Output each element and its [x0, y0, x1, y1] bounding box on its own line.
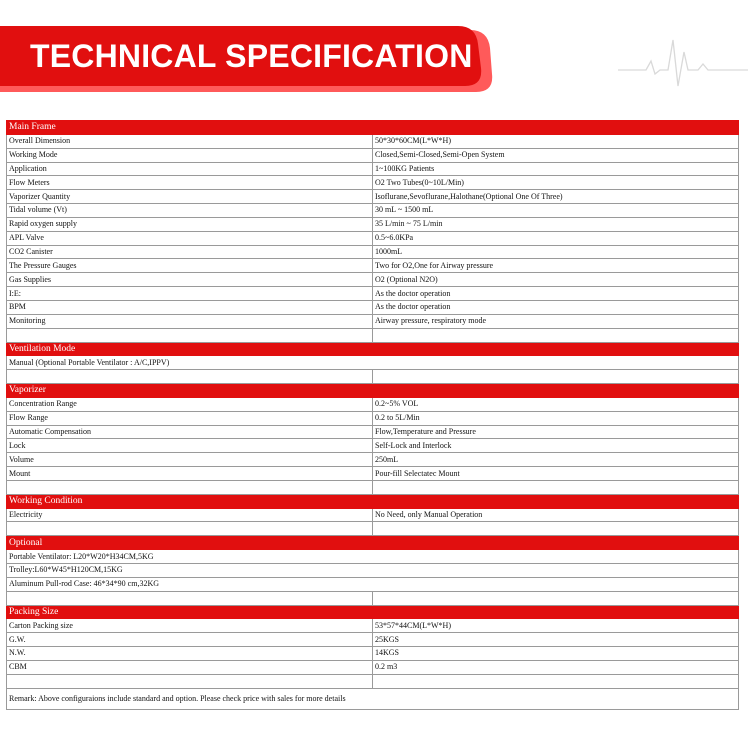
spec-label: Tidal volume (Vt)	[7, 204, 373, 218]
spec-row	[7, 162, 739, 176]
section-header-working-condition	[7, 494, 739, 508]
spec-value: 30 mL ~ 1500 mL	[373, 204, 739, 218]
spec-line-text: Trolley:L60*W45*H120CM,15KG	[7, 564, 739, 578]
spec-line	[7, 564, 739, 578]
spec-row	[7, 231, 739, 245]
spec-label: Working Mode	[7, 148, 373, 162]
spec-row	[7, 300, 739, 314]
spec-row	[7, 411, 739, 425]
spec-label: Application	[7, 162, 373, 176]
section-header-vaporizer	[7, 384, 739, 398]
spec-label: Mount	[7, 467, 373, 481]
spec-value: Self-Lock and Interlock	[373, 439, 739, 453]
spec-value: 14KGS	[373, 647, 739, 661]
spec-value: Pour-fill Selectatec Mount	[373, 467, 739, 481]
empty-cell	[373, 328, 739, 342]
spec-row	[7, 633, 739, 647]
spec-row	[7, 245, 739, 259]
spec-value: Closed,Semi-Closed,Semi-Open System	[373, 148, 739, 162]
spec-value: 0.2 to 5L/Min	[373, 411, 739, 425]
spec-value: As the doctor operation	[373, 300, 739, 314]
remark-row	[7, 688, 739, 709]
spec-value: No Need, only Manual Operation	[373, 508, 739, 522]
spec-label: CBM	[7, 660, 373, 674]
spec-label: Carton Packing size	[7, 619, 373, 633]
remark-text: Remark: Above configuraions include standard and option. Please check price with sales for more details	[7, 688, 739, 709]
spacer-row	[7, 674, 739, 688]
page-title: TECHNICAL SPECIFICATION	[30, 38, 473, 74]
empty-cell	[373, 370, 739, 384]
spec-row	[7, 134, 739, 148]
section-title: Optional	[7, 536, 739, 550]
spec-value: 50*30*60CM(L*W*H)	[373, 134, 739, 148]
spec-row	[7, 176, 739, 190]
spacer-row	[7, 522, 739, 536]
spec-label: Flow Range	[7, 411, 373, 425]
spec-value: O2 Two Tubes(0~10L/Min)	[373, 176, 739, 190]
spec-value: 35 L/min ~ 75 L/min	[373, 217, 739, 231]
spec-label: I:E:	[7, 287, 373, 301]
spec-value: 25KGS	[373, 633, 739, 647]
spec-line-text: Aluminum Pull-rod Case: 46*34*90 cm,32KG	[7, 577, 739, 591]
section-header-main-frame	[7, 121, 739, 135]
spacer-row	[7, 480, 739, 494]
spec-label: Concentration Range	[7, 397, 373, 411]
spec-row	[7, 259, 739, 273]
spec-value: 1~100KG Patients	[373, 162, 739, 176]
spec-label: Lock	[7, 439, 373, 453]
section-title: Working Condition	[7, 494, 739, 508]
spec-label: CO2 Canister	[7, 245, 373, 259]
spec-label: Monitoring	[7, 314, 373, 328]
section-header-optional	[7, 536, 739, 550]
spec-label: Overall Dimension	[7, 134, 373, 148]
spec-label: Rapid oxygen supply	[7, 217, 373, 231]
spec-label: Volume	[7, 453, 373, 467]
heartbeat-icon	[618, 34, 748, 90]
spec-value: Airway pressure, respiratory mode	[373, 314, 739, 328]
spacer-row	[7, 370, 739, 384]
section-title: Main Frame	[7, 121, 739, 135]
empty-cell	[373, 480, 739, 494]
spec-row	[7, 148, 739, 162]
spec-row	[7, 647, 739, 661]
empty-cell	[373, 674, 739, 688]
spec-row	[7, 204, 739, 218]
spec-row	[7, 397, 739, 411]
empty-cell	[373, 591, 739, 605]
spec-row	[7, 287, 739, 301]
empty-cell	[7, 370, 373, 384]
spec-row	[7, 508, 739, 522]
empty-cell	[7, 522, 373, 536]
spec-value: 250mL	[373, 453, 739, 467]
section-header-packing-size	[7, 605, 739, 619]
spec-line	[7, 356, 739, 370]
spec-label: BPM	[7, 300, 373, 314]
header	[0, 0, 750, 100]
empty-cell	[7, 674, 373, 688]
spec-label: Automatic Compensation	[7, 425, 373, 439]
spec-label: The Pressure Gauges	[7, 259, 373, 273]
empty-cell	[7, 480, 373, 494]
spec-row	[7, 425, 739, 439]
spec-label: G.W.	[7, 633, 373, 647]
spec-value: Flow,Temperature and Pressure	[373, 425, 739, 439]
spec-line	[7, 577, 739, 591]
spec-line-text: Manual (Optional Portable Ventilator : A/C,IPPV)	[7, 356, 739, 370]
spec-row	[7, 273, 739, 287]
empty-cell	[7, 328, 373, 342]
spec-row	[7, 453, 739, 467]
section-title: Packing Size	[7, 605, 739, 619]
spec-table-body	[7, 121, 739, 710]
section-header-ventilation-mode	[7, 342, 739, 356]
spec-value: As the doctor operation	[373, 287, 739, 301]
spec-line	[7, 550, 739, 564]
spec-line-text: Portable Ventilator: L20*W20*H34CM,5KG	[7, 550, 739, 564]
empty-cell	[373, 522, 739, 536]
spacer-row	[7, 591, 739, 605]
spec-value: 0.2~5% VOL	[373, 397, 739, 411]
spec-label: Gas Supplies	[7, 273, 373, 287]
spec-table	[6, 120, 739, 710]
spec-row	[7, 217, 739, 231]
spec-row	[7, 190, 739, 204]
spec-label: APL Valve	[7, 231, 373, 245]
spec-row	[7, 439, 739, 453]
spec-value: 1000mL	[373, 245, 739, 259]
spec-row	[7, 619, 739, 633]
spec-label: Electricity	[7, 508, 373, 522]
section-title: Vaporizer	[7, 384, 739, 398]
spec-value: 0.5~6.0KPa	[373, 231, 739, 245]
spacer-row	[7, 328, 739, 342]
spec-value: 53*57*44CM(L*W*H)	[373, 619, 739, 633]
spec-label: Vaporizer Quantity	[7, 190, 373, 204]
spec-row	[7, 314, 739, 328]
spec-row	[7, 660, 739, 674]
section-title: Ventilation Mode	[7, 342, 739, 356]
spec-value: Two for O2,One for Airway pressure	[373, 259, 739, 273]
spec-value: O2 (Optional N2O)	[373, 273, 739, 287]
spec-label: N.W.	[7, 647, 373, 661]
spec-label: Flow Meters	[7, 176, 373, 190]
spec-row	[7, 467, 739, 481]
spec-value: 0.2 m3	[373, 660, 739, 674]
empty-cell	[7, 591, 373, 605]
spec-value: Isoflurane,Sevoflurane,Halothane(Optional One Of Three)	[373, 190, 739, 204]
